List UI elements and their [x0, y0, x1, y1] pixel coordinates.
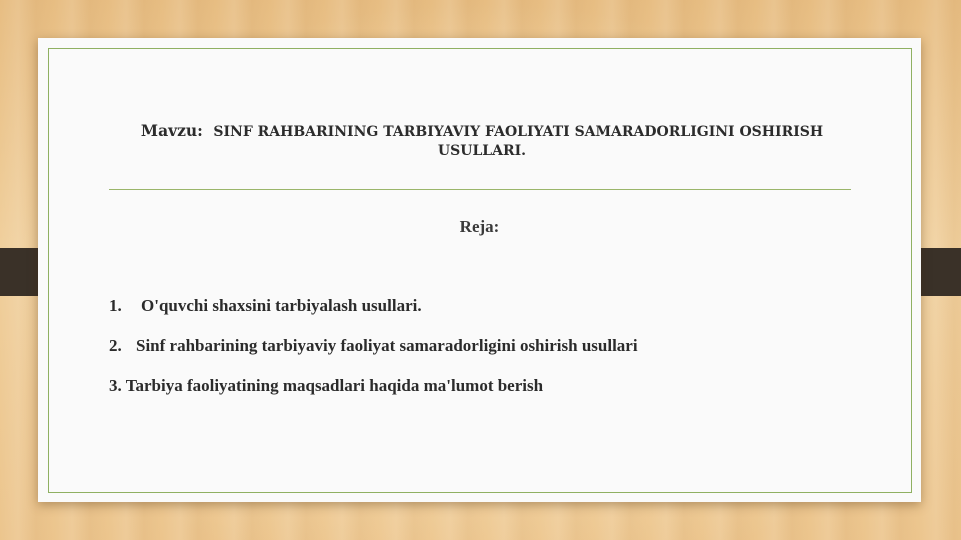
list-item-text: O'quvchi shaxsini tarbiyalash usullari.: [141, 296, 422, 315]
list-item-text: Sinf rahbarining tarbiyaviy faoliyat samaradorligini oshirish usullari: [136, 336, 638, 355]
list-item: [109, 336, 638, 356]
title-subject: SINF RAHBARINING TARBIYAVIY FAOLIYATI SAMARADORLIGINI OSHIRISH USULLARI.: [213, 124, 824, 159]
slide-title: [110, 122, 854, 160]
title-prefix: Mavzu:: [140, 121, 203, 140]
list-item-number: 2.: [109, 336, 122, 355]
slide: [38, 38, 921, 502]
list-item: [109, 296, 422, 316]
list-item: [109, 376, 543, 396]
slide-border-frame: [48, 48, 912, 493]
list-item-number: 1.: [109, 296, 122, 315]
list-item-text: Tarbiya faoliyatining maqsadlari haqida ma'lumot berish: [125, 376, 544, 395]
title-divider: [109, 189, 851, 190]
list-item-number: 3.: [109, 376, 122, 395]
plan-heading: Reja:: [459, 217, 500, 236]
